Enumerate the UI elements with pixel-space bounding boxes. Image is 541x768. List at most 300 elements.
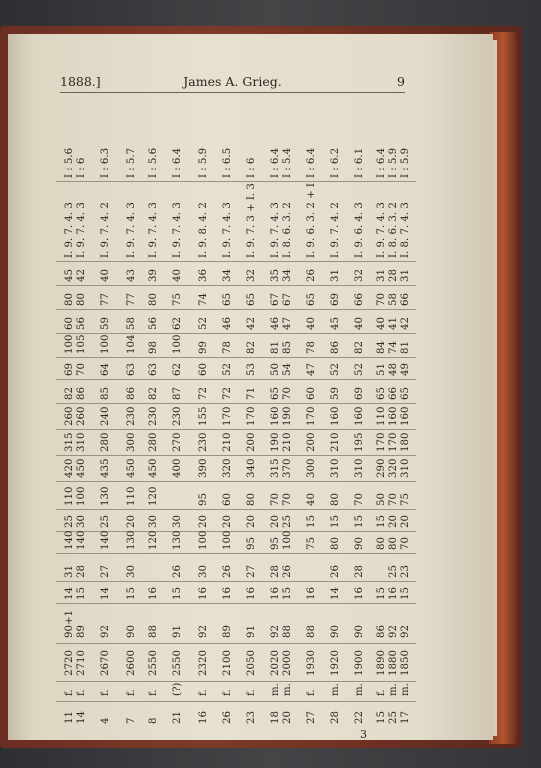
table-cell: 80 xyxy=(246,493,257,506)
table-cell: 18 xyxy=(270,711,281,724)
table-cell: 16 xyxy=(270,587,281,600)
table-cell: 20 xyxy=(388,515,399,528)
table-cell: I. 9. 8. 4. 2 xyxy=(198,202,209,258)
table-cell: 15 xyxy=(354,515,365,528)
table-cell: 66 xyxy=(400,293,411,306)
table-cell: 15 xyxy=(282,587,293,600)
table-cell: 15 xyxy=(172,587,183,600)
table-cell: I. 8. 6. 3. 2 xyxy=(388,202,399,258)
table-cell: 16 xyxy=(246,587,257,600)
table-cell: 69 xyxy=(64,363,75,376)
table-cell: 26 xyxy=(282,565,293,578)
table-cell: 80 xyxy=(330,537,341,550)
table-cell: 42 xyxy=(400,317,411,330)
table-cell: 52 xyxy=(330,363,341,376)
page-stack-edge xyxy=(493,40,497,736)
table-cell: 25 xyxy=(64,515,75,528)
table-cell: 35 xyxy=(270,269,281,282)
table-cell: 70 xyxy=(282,493,293,506)
table-cell: 15 xyxy=(400,587,411,600)
table-cell: I : 6.5 xyxy=(222,147,233,178)
table-cell: 30 xyxy=(148,515,159,528)
table-cell: 65 xyxy=(246,293,257,306)
table-cell: 40 xyxy=(306,493,317,506)
table-cell: 31 xyxy=(376,269,387,282)
table-cell: 320 xyxy=(222,458,233,478)
table-cell: m. xyxy=(330,683,341,696)
table-cell: 26 xyxy=(222,711,233,724)
table-cell: f. xyxy=(376,689,387,696)
table-cell: I. 9. 7. 3 + I. 3 xyxy=(246,183,257,258)
table-cell: 26 xyxy=(222,565,233,578)
table-cell: 45 xyxy=(330,317,341,330)
table-cell: 14 xyxy=(64,587,75,600)
table-cell: I : 5.9 xyxy=(198,147,209,178)
table-cell: 14 xyxy=(100,587,111,600)
table-cell: 72 xyxy=(198,387,209,400)
header-year: 1888.] xyxy=(60,74,101,89)
table-cell: 2320 xyxy=(198,650,209,676)
table-cell: 80 xyxy=(376,537,387,550)
table-cell: 110 xyxy=(376,406,387,426)
table-cell: 210 xyxy=(330,432,341,452)
table-cell: 95 xyxy=(246,537,257,550)
table-cell: 46 xyxy=(222,317,233,330)
table-cell: 67 xyxy=(270,293,281,306)
table-cell: 230 xyxy=(148,406,159,426)
table-cell: 65 xyxy=(270,387,281,400)
table-cell: 290 xyxy=(376,458,387,478)
table-cell: 99 xyxy=(198,341,209,354)
table-cell: 34 xyxy=(222,269,233,282)
table-row xyxy=(100,119,112,724)
table-cell: 81 xyxy=(400,341,411,354)
table-cell: 1920 xyxy=(330,650,341,676)
table-cell: 160 xyxy=(270,406,281,426)
table-cell: I : 6.4 xyxy=(172,147,183,178)
table-cell: 180 xyxy=(400,432,411,452)
table-cell: 20 xyxy=(282,711,293,724)
table-cell: 28 xyxy=(388,269,399,282)
table-cell: 20 xyxy=(246,515,257,528)
table-cell: 69 xyxy=(330,293,341,306)
table-row xyxy=(76,119,88,724)
table-cell: 70 xyxy=(376,293,387,306)
table-cell: 11 xyxy=(64,711,75,724)
table-cell: 210 xyxy=(282,432,293,452)
table-cell: 16 xyxy=(354,587,365,600)
table-cell: 66 xyxy=(388,387,399,400)
table-cell: I. 9. 7. 4. 3 xyxy=(76,202,87,258)
table-cell: 2100 xyxy=(222,650,233,676)
table-cell: 32 xyxy=(246,269,257,282)
table-cell: 1880 xyxy=(388,650,399,676)
table-cell: 30 xyxy=(126,565,137,578)
table-cell: 195 xyxy=(354,432,365,452)
table-cell: I. 9. 7. 4. 3 xyxy=(376,202,387,258)
table-cell: 20 xyxy=(198,515,209,528)
table-cell: I. 9. 7. 4. 3 xyxy=(148,202,159,258)
table-cell: 1930 xyxy=(306,650,317,676)
table-cell: 75 xyxy=(172,293,183,306)
table-cell: 280 xyxy=(148,432,159,452)
table-cell: f. xyxy=(100,689,111,696)
table-cell: 300 xyxy=(126,432,137,452)
table-cell: 160 xyxy=(330,406,341,426)
table-cell: 71 xyxy=(246,387,257,400)
table-cell: 75 xyxy=(400,493,411,506)
table-cell: 92 xyxy=(400,625,411,638)
table-cell: 82 xyxy=(246,341,257,354)
table-cell: I : 6.3 xyxy=(100,147,111,178)
table-cell: 280 xyxy=(100,432,111,452)
table-row xyxy=(354,119,366,724)
table-cell: 70 xyxy=(76,363,87,376)
table-cell: 60 xyxy=(64,317,75,330)
table-cell: 130 xyxy=(100,486,111,506)
table-cell: 16 xyxy=(306,587,317,600)
table-cell: 69 xyxy=(354,387,365,400)
table-cell: 50 xyxy=(270,363,281,376)
table-cell: 63 xyxy=(126,363,137,376)
table-cell: 14 xyxy=(330,587,341,600)
table-cell: 40 xyxy=(306,317,317,330)
table-cell: 70 xyxy=(388,493,399,506)
table-cell: 16 xyxy=(198,711,209,724)
table-cell: 90 xyxy=(126,625,137,638)
table-cell: 48 xyxy=(388,363,399,376)
table-cell: 92 xyxy=(388,625,399,638)
table-cell: 30 xyxy=(198,565,209,578)
table-cell: 1890 xyxy=(376,650,387,676)
table-cell: 155 xyxy=(198,406,209,426)
table-cell: m. xyxy=(354,683,365,696)
table-cell: 52 xyxy=(354,363,365,376)
table-cell: 310 xyxy=(330,458,341,478)
table-cell: 51 xyxy=(376,363,387,376)
table-cell: 89 xyxy=(76,625,87,638)
table-cell: 91 xyxy=(246,625,257,638)
table-cell: 59 xyxy=(330,387,341,400)
table-row xyxy=(246,119,258,724)
table-cell: 170 xyxy=(376,432,387,452)
table-cell: 450 xyxy=(76,458,87,478)
table-row xyxy=(306,119,318,724)
table-cell: 200 xyxy=(306,432,317,452)
table-cell: 100 xyxy=(222,530,233,550)
table-cell: 21 xyxy=(172,711,183,724)
table-cell: 240 xyxy=(100,406,111,426)
table-cell: 80 xyxy=(76,293,87,306)
table-cell: I : 5.9 xyxy=(400,147,411,178)
table-cell: 310 xyxy=(354,458,365,478)
table-cell: I : 6.4 xyxy=(306,147,317,178)
table-cell: 15 xyxy=(376,711,387,724)
table-cell: 160 xyxy=(388,406,399,426)
table-cell: 310 xyxy=(400,458,411,478)
table-cell: 130 xyxy=(172,530,183,550)
table-cell: 25 xyxy=(388,711,399,724)
table-cell: 65 xyxy=(376,387,387,400)
table-cell: 70 xyxy=(400,537,411,550)
table-cell: 100 xyxy=(100,334,111,354)
table-cell: 2050 xyxy=(246,650,257,676)
table-cell: 100 xyxy=(64,334,75,354)
table-cell: 53 xyxy=(246,363,257,376)
table-cell: 2670 xyxy=(100,650,111,676)
table-cell: 16 xyxy=(388,587,399,600)
table-row xyxy=(388,119,400,724)
table-cell: f. xyxy=(64,689,75,696)
table-cell: 2020 xyxy=(270,650,281,676)
table-cell: f. xyxy=(246,689,257,696)
table-cell: 435 xyxy=(100,458,111,478)
table-cell: 170 xyxy=(306,406,317,426)
table-cell: 390 xyxy=(198,458,209,478)
table-cell: f. xyxy=(222,689,233,696)
table-cell: 74 xyxy=(388,341,399,354)
table-cell: 45 xyxy=(64,269,75,282)
table-cell: 28 xyxy=(76,565,87,578)
table-row xyxy=(400,119,412,724)
header-title: James A. Grieg. xyxy=(183,74,282,89)
table-cell: 40 xyxy=(172,269,183,282)
table-cell: 20 xyxy=(126,515,137,528)
table-cell: 31 xyxy=(64,565,75,578)
table-cell: 74 xyxy=(198,293,209,306)
table-cell: 90+1 xyxy=(64,610,75,638)
table-cell: 72 xyxy=(222,387,233,400)
table-cell: 91 xyxy=(172,625,183,638)
table-cell: f. xyxy=(306,689,317,696)
table-cell: 340 xyxy=(246,458,257,478)
table-cell: 86 xyxy=(376,625,387,638)
table-row xyxy=(126,119,138,724)
table-cell: 70 xyxy=(270,493,281,506)
table-cell: 86 xyxy=(76,387,87,400)
table-cell: 140 xyxy=(64,530,75,550)
table-cell: I. 9. 6. 3. 2 + I xyxy=(306,183,317,258)
table-cell: f. xyxy=(148,689,159,696)
table-cell: 30 xyxy=(76,515,87,528)
table-cell: 16 xyxy=(148,587,159,600)
table-cell: I : 6.4 xyxy=(376,147,387,178)
table-cell: 100 xyxy=(282,530,293,550)
table-cell: 80 xyxy=(388,537,399,550)
table-cell: 100 xyxy=(172,334,183,354)
table-cell: 84 xyxy=(376,341,387,354)
table-cell: 40 xyxy=(376,317,387,330)
table-cell: 270 xyxy=(172,432,183,452)
table-cell: 82 xyxy=(354,341,365,354)
table-cell: I. 9. 7. 4. 2 xyxy=(330,202,341,258)
table-cell: 260 xyxy=(76,406,87,426)
table-cell: 300 xyxy=(306,458,317,478)
table-cell: 67 xyxy=(282,293,293,306)
table-cell: 92 xyxy=(100,625,111,638)
table-cell: 98 xyxy=(148,341,159,354)
table-cell: 90 xyxy=(354,625,365,638)
table-row xyxy=(376,119,388,724)
table-row xyxy=(148,119,160,724)
table-cell: 25 xyxy=(100,515,111,528)
table-cell: 315 xyxy=(270,458,281,478)
table-cell: 78 xyxy=(306,341,317,354)
table-cell: 130 xyxy=(126,530,137,550)
table-cell: 2600 xyxy=(126,650,137,676)
table-cell: 95 xyxy=(198,493,209,506)
table-row xyxy=(270,119,282,724)
table-cell: 70 xyxy=(354,493,365,506)
table-cell: 100 xyxy=(76,486,87,506)
table-cell: 46 xyxy=(270,317,281,330)
table-cell: 170 xyxy=(222,406,233,426)
table-cell: I : 5.9 xyxy=(388,147,399,178)
table-cell: 56 xyxy=(76,317,87,330)
table-cell: 160 xyxy=(400,406,411,426)
table-cell: I. 8. 6. 3. 2 xyxy=(282,202,293,258)
table-cell: 88 xyxy=(282,625,293,638)
table-cell: 47 xyxy=(282,317,293,330)
table-cell: 22 xyxy=(354,711,365,724)
table-cell: 87 xyxy=(172,387,183,400)
table-cell: I : 5.6 xyxy=(148,147,159,178)
table-cell: 104 xyxy=(126,334,137,354)
table-cell: I : 6 xyxy=(246,157,257,178)
table-cell: 2550 xyxy=(172,650,183,676)
table-cell: 260 xyxy=(64,406,75,426)
table-cell: 26 xyxy=(306,269,317,282)
table-cell: 100 xyxy=(198,530,209,550)
table-cell: 2720 xyxy=(64,650,75,676)
table-cell: 30 xyxy=(172,515,183,528)
table-cell: 92 xyxy=(270,625,281,638)
table-cell: 54 xyxy=(282,363,293,376)
table-cell: 82 xyxy=(148,387,159,400)
table-cell: I. 9. 7. 4. 3 xyxy=(126,202,137,258)
table-cell: I : 5.4 xyxy=(282,147,293,178)
table-cell: 28 xyxy=(270,565,281,578)
table-cell: 20 xyxy=(270,515,281,528)
page-number: 9 xyxy=(397,74,405,89)
table-cell: 52 xyxy=(198,317,209,330)
table-cell: 60 xyxy=(306,387,317,400)
table-cell: 62 xyxy=(172,363,183,376)
table-cell: 65 xyxy=(222,293,233,306)
table-cell: 20 xyxy=(400,515,411,528)
table-cell: 7 xyxy=(126,717,137,724)
table-row xyxy=(198,119,210,724)
table-cell: 26 xyxy=(330,565,341,578)
table-cell: 110 xyxy=(126,486,137,506)
table-cell: m. xyxy=(282,683,293,696)
table-cell: f. xyxy=(76,689,87,696)
table-cell: 90 xyxy=(330,625,341,638)
table-cell: 450 xyxy=(148,458,159,478)
table-cell: 2550 xyxy=(148,650,159,676)
table-cell: 88 xyxy=(306,625,317,638)
table-cell: 15 xyxy=(126,587,137,600)
table-cell: 210 xyxy=(222,432,233,452)
table-cell: I. 9. 7. 4. 3 xyxy=(270,202,281,258)
table-cell: 190 xyxy=(282,406,293,426)
table-cell: I : 6.4 xyxy=(270,147,281,178)
table-cell: I : 6.1 xyxy=(354,147,365,178)
table-cell: 40 xyxy=(100,269,111,282)
table-cell: 62 xyxy=(172,317,183,330)
table-cell: 85 xyxy=(282,341,293,354)
table-cell: 58 xyxy=(126,317,137,330)
table-cell: 47 xyxy=(306,363,317,376)
table-cell: 28 xyxy=(354,565,365,578)
table-cell: 120 xyxy=(148,486,159,506)
table-cell: 170 xyxy=(246,406,257,426)
table-cell: 50 xyxy=(376,493,387,506)
table-cell: 27 xyxy=(306,711,317,724)
table-cell: 95 xyxy=(270,537,281,550)
table-cell: f. xyxy=(198,689,209,696)
table-cell: 27 xyxy=(100,565,111,578)
table-cell: 8 xyxy=(148,717,159,724)
table-cell: 42 xyxy=(76,269,87,282)
table-cell: 59 xyxy=(100,317,111,330)
table-cell: 230 xyxy=(172,406,183,426)
signature-mark: 3 xyxy=(360,728,367,741)
table-cell: 315 xyxy=(64,432,75,452)
table-cell: 2710 xyxy=(76,650,87,676)
header-rule xyxy=(60,92,405,93)
table-cell: 77 xyxy=(100,293,111,306)
table-cell: 40 xyxy=(354,317,365,330)
table-cell: 15 xyxy=(376,515,387,528)
table-cell: 15 xyxy=(306,515,317,528)
table-cell: 17 xyxy=(400,711,411,724)
table-cell: 230 xyxy=(126,406,137,426)
table-cell: 190 xyxy=(270,432,281,452)
table-cell: I. 9. 7. 4. 2 xyxy=(100,202,111,258)
table-cell: 66 xyxy=(354,293,365,306)
table-cell: 58 xyxy=(388,293,399,306)
table-cell: 15 xyxy=(330,515,341,528)
table-cell: 60 xyxy=(198,363,209,376)
table-cell: 25 xyxy=(388,565,399,578)
table-cell: 28 xyxy=(330,711,341,724)
table-cell: 1850 xyxy=(400,650,411,676)
table-cell: 63 xyxy=(148,363,159,376)
table-cell: (?) xyxy=(172,682,183,696)
table-cell: 2000 xyxy=(282,650,293,676)
table-cell: 31 xyxy=(330,269,341,282)
table-cell: 42 xyxy=(246,317,257,330)
table-cell: 32 xyxy=(354,269,365,282)
table-cell: 82 xyxy=(64,387,75,400)
table-cell: 23 xyxy=(246,711,257,724)
table-cell: 86 xyxy=(126,387,137,400)
table-cell: 80 xyxy=(148,293,159,306)
table-cell: 320 xyxy=(388,458,399,478)
table-row xyxy=(222,119,234,724)
table-cell: 15 xyxy=(76,587,87,600)
table-cell: I. 8. 7. 4. 3 xyxy=(400,202,411,258)
table-cell: 27 xyxy=(246,565,257,578)
table-cell: 23 xyxy=(400,565,411,578)
table-cell: 43 xyxy=(126,269,137,282)
table-cell: 16 xyxy=(198,587,209,600)
table-cell: I. 9. 7. 4. 3 xyxy=(222,202,233,258)
table-cell: 92 xyxy=(198,625,209,638)
table-cell: 65 xyxy=(306,293,317,306)
table-cell: 120 xyxy=(148,530,159,550)
